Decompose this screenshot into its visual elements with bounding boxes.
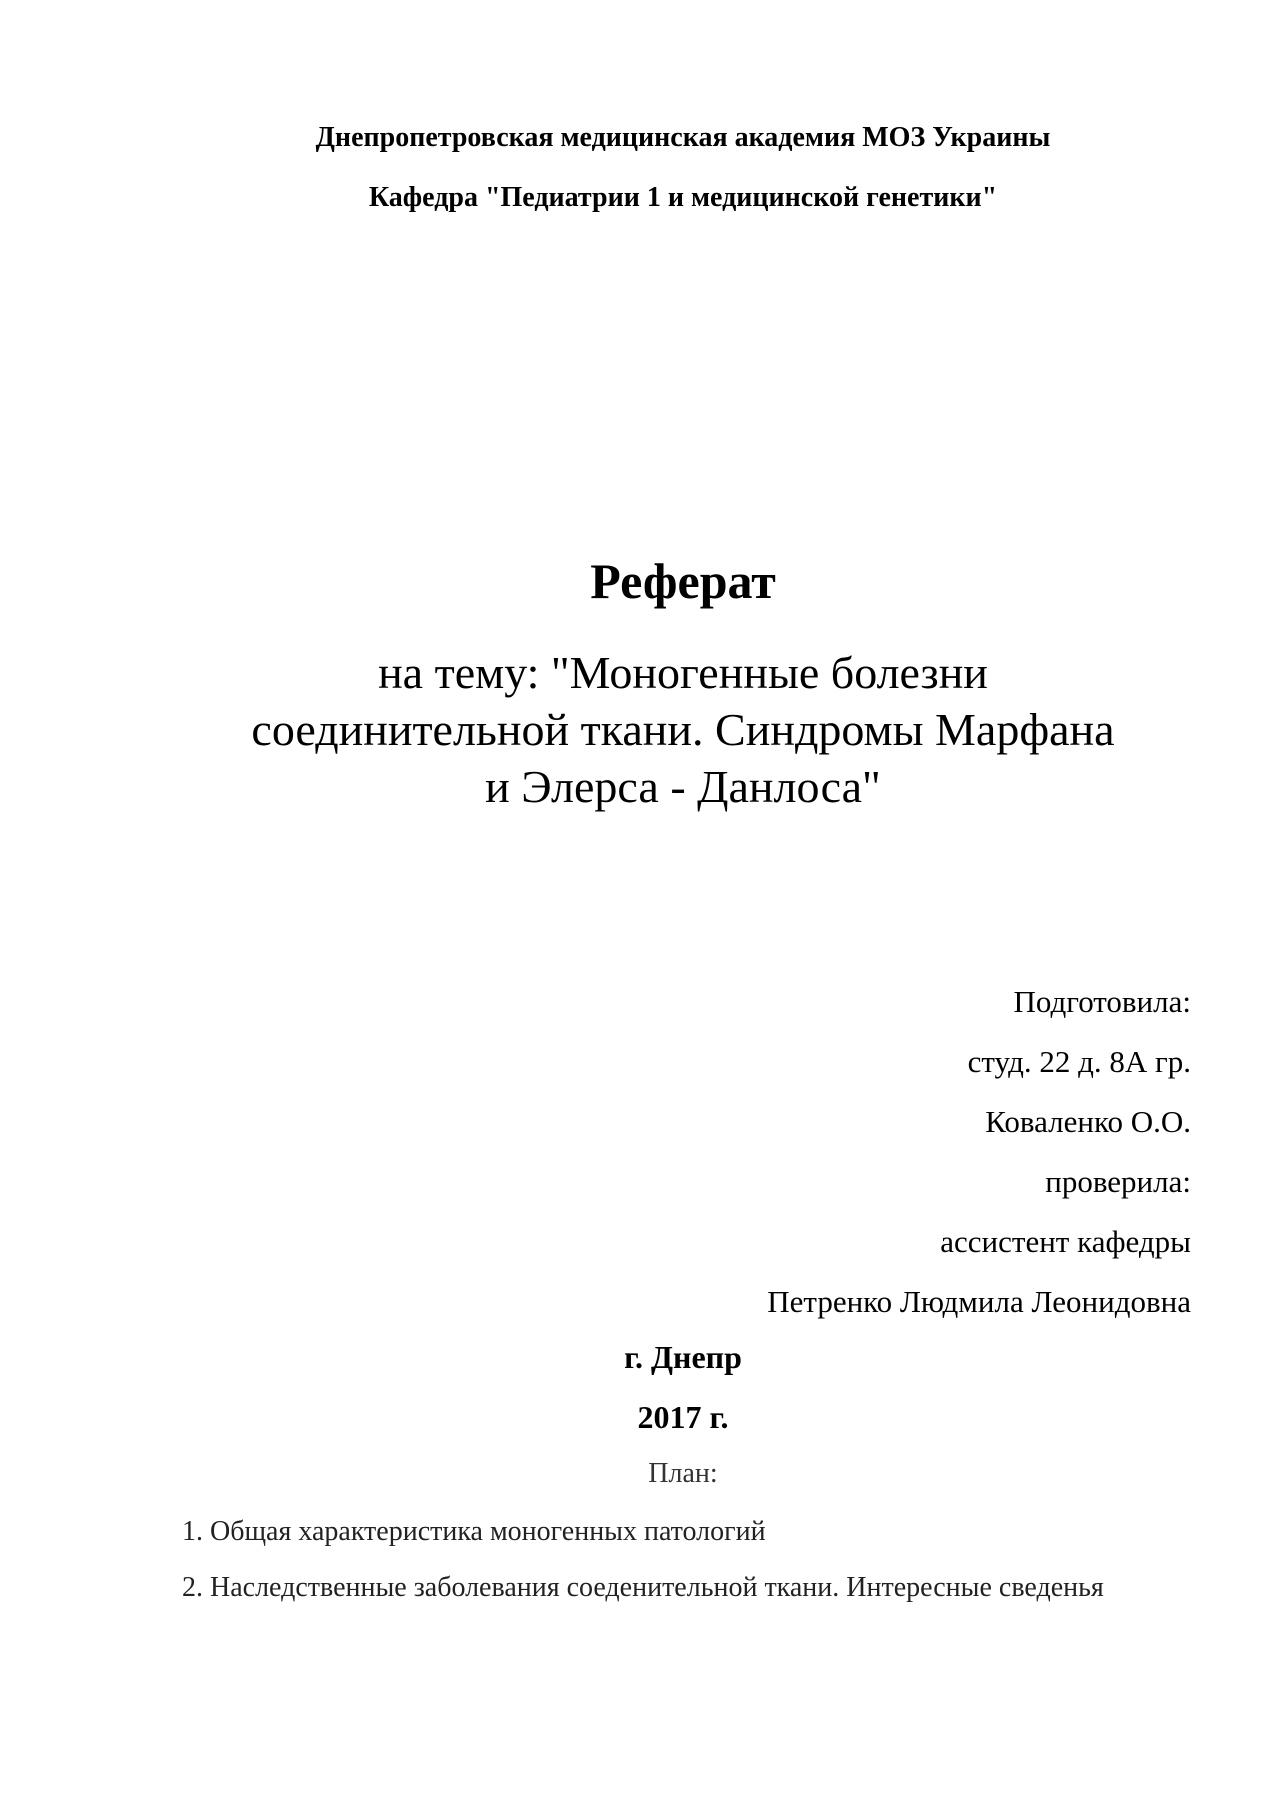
topic-line: на тему: "Моногенные болезни (378, 647, 988, 698)
plan-title: План: (648, 1458, 718, 1489)
plan-item: 2. Наследственные заболевания соеденительной ткани. Интересные сведенья (182, 1572, 1104, 1603)
checked-label: проверила: (1045, 1164, 1191, 1199)
plan-item: 1. Общая характеристика моногенных патологий (182, 1516, 766, 1547)
student-name: Коваленко О.О. (985, 1104, 1191, 1139)
checker-name: Петренко Людмила Леонидовна (767, 1284, 1191, 1319)
department-name: Кафедра "Педиатрии 1 и медицинской генетики" (368, 182, 998, 213)
year: 2017 г. (637, 1399, 729, 1435)
checker-position: ассистент кафедры (940, 1224, 1191, 1259)
city: г. Днепр (624, 1339, 742, 1375)
document-title: Реферат (590, 553, 776, 609)
topic-line: соединительной ткани. Синдромы Марфана (251, 704, 1115, 755)
topic-line: и Элерса - Данлоса" (485, 761, 881, 812)
student-group: студ. 22 д. 8А гр. (967, 1044, 1191, 1079)
document-topic (100, 644, 1266, 815)
prepared-label: Подготовила: (1013, 984, 1191, 1019)
academy-name: Днепропетровская медицинская академия МОЗ Украины (315, 122, 1051, 153)
